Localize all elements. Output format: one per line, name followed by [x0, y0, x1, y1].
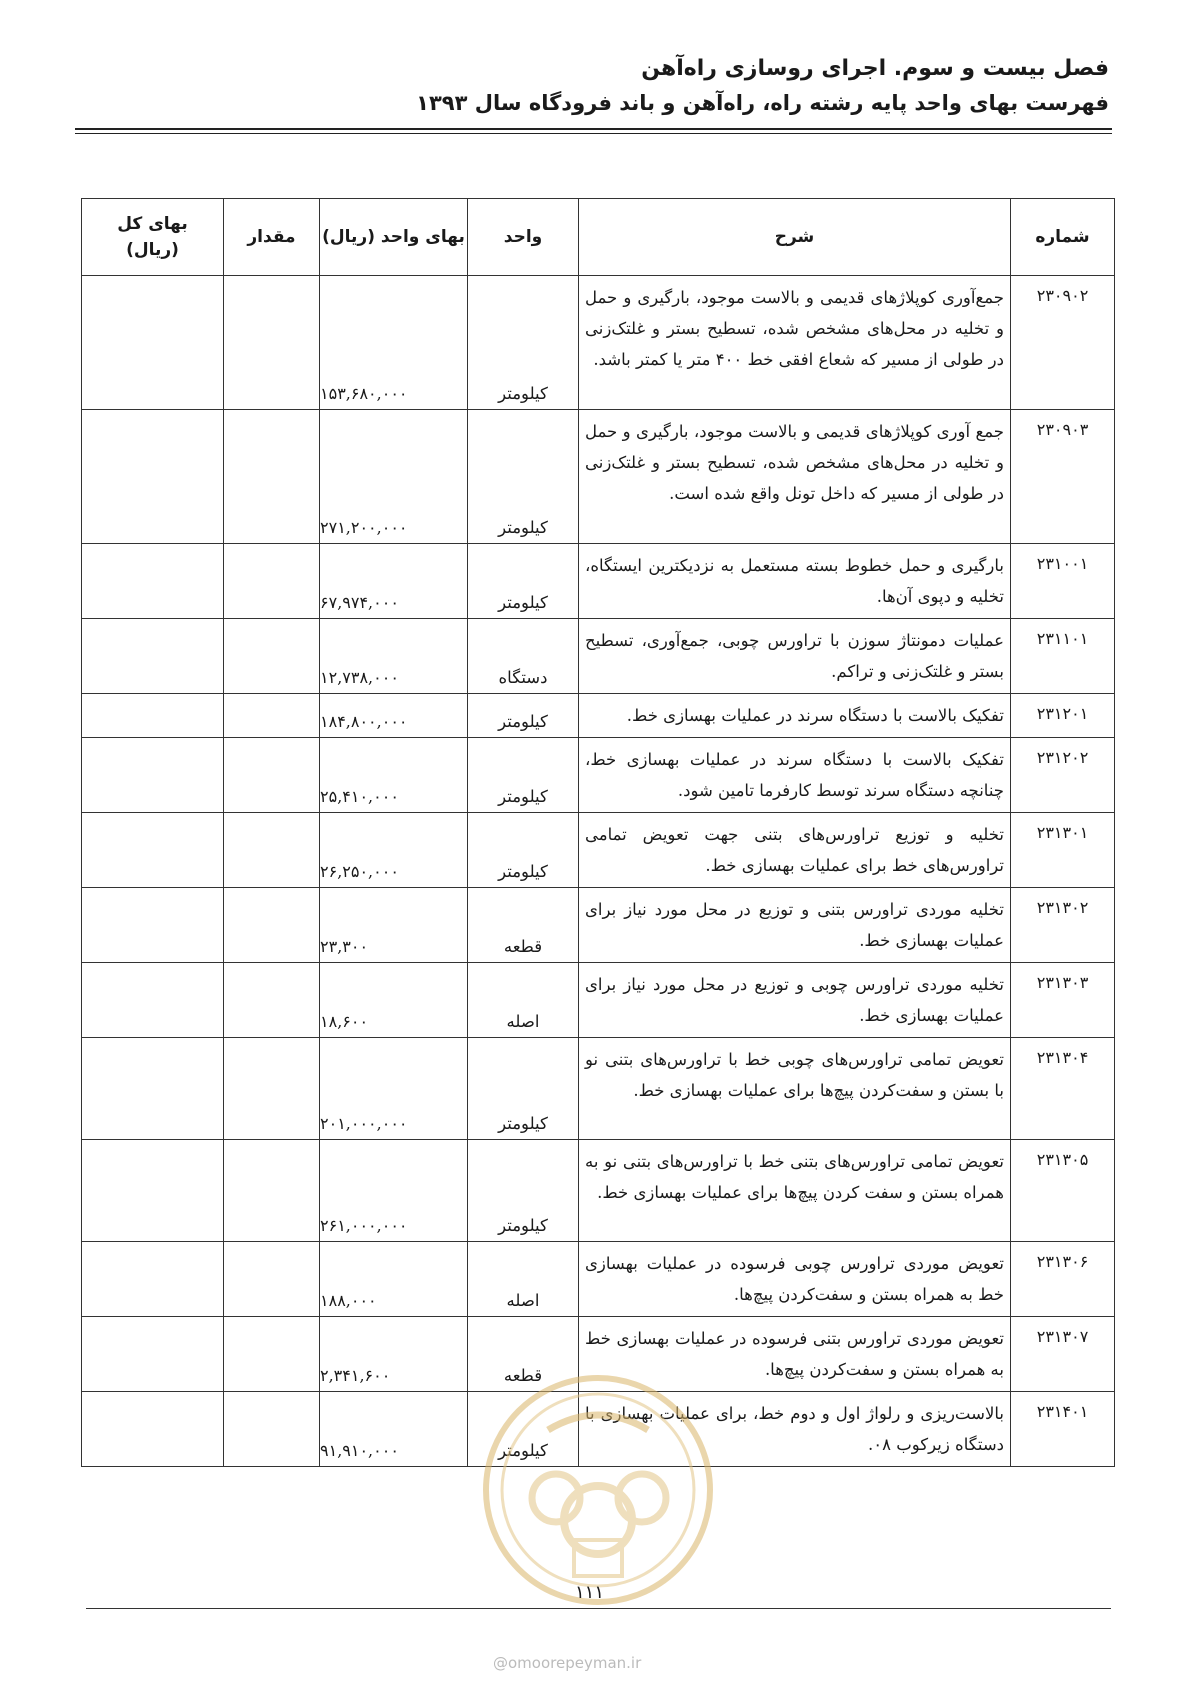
item-code-cell: ۲۳۱۳۰۶	[1011, 1242, 1115, 1317]
item-description-cell: جمع آوری کوپلاژهای قدیمی و بالاست موجود، بارگیری و حمل و تخلیه در محل‌های مشخص شده، تسطیح بستر و غلتک‌زنی در طولی از مسیر که داخل تونل واقع شده است.	[579, 410, 1011, 544]
item-code-cell: ۲۳۱۲۰۲	[1011, 738, 1115, 813]
item-quantity-cell	[224, 694, 320, 738]
item-unit-cell: اصله	[468, 1242, 579, 1317]
price-list-table	[81, 198, 1115, 1467]
item-unit-cell: کیلومتر	[468, 544, 579, 619]
item-unit-cell: کیلومتر	[468, 410, 579, 544]
item-total-price-cell	[82, 738, 224, 813]
item-total-price-cell	[82, 888, 224, 963]
item-quantity-cell	[224, 1140, 320, 1242]
item-unit-cell: کیلومتر	[468, 1392, 579, 1467]
item-total-price-cell	[82, 1392, 224, 1467]
item-quantity-cell	[224, 1392, 320, 1467]
table-row	[82, 410, 1115, 544]
item-unit-price-cell: ۱۵۳,۶۸۰,۰۰۰	[320, 276, 468, 410]
table-header-row	[82, 199, 1115, 276]
table-row	[82, 1392, 1115, 1467]
item-unit-cell: کیلومتر	[468, 694, 579, 738]
table-row	[82, 1242, 1115, 1317]
item-unit-cell: قطعه	[468, 1317, 579, 1392]
item-description-cell: تعویض موردی تراورس چوبی فرسوده در عملیات بهسازی خط به همراه بستن و سفت‌کردن پیچ‌ها.	[579, 1242, 1011, 1317]
item-total-price-cell	[82, 1038, 224, 1140]
header-rule-thin	[75, 133, 1112, 134]
item-quantity-cell	[224, 619, 320, 694]
item-total-price-cell	[82, 963, 224, 1038]
item-quantity-cell	[224, 888, 320, 963]
document-subtitle: فهرست بهای واحد پایه رشته راه، راه‌آهن و باند فرودگاه سال ۱۳۹۳	[416, 91, 1109, 115]
item-unit-cell: کیلومتر	[468, 1038, 579, 1140]
item-code-cell: ۲۳۱۱۰۱	[1011, 619, 1115, 694]
item-unit-price-cell: ۲,۳۴۱,۶۰۰	[320, 1317, 468, 1392]
item-code-cell: ۲۳۱۳۰۷	[1011, 1317, 1115, 1392]
item-unit-price-cell: ۹۱,۹۱۰,۰۰۰	[320, 1392, 468, 1467]
table-row	[82, 619, 1115, 694]
item-quantity-cell	[224, 544, 320, 619]
item-unit-price-cell: ۱۸,۶۰۰	[320, 963, 468, 1038]
item-unit-cell: کیلومتر	[468, 813, 579, 888]
item-total-price-cell	[82, 813, 224, 888]
item-code-cell: ۲۳۰۹۰۳	[1011, 410, 1115, 544]
table-row	[82, 813, 1115, 888]
item-code-cell: ۲۳۱۳۰۱	[1011, 813, 1115, 888]
col-header-unit: واحد	[468, 199, 579, 276]
item-unit-cell: قطعه	[468, 888, 579, 963]
item-total-price-cell	[82, 410, 224, 544]
item-code-cell: ۲۳۱۳۰۲	[1011, 888, 1115, 963]
item-unit-price-cell: ۱۸۸,۰۰۰	[320, 1242, 468, 1317]
item-total-price-cell	[82, 544, 224, 619]
item-quantity-cell	[224, 1317, 320, 1392]
col-header-description: شرح	[579, 199, 1011, 276]
col-header-unit-price: بهای واحد (ریال)	[320, 199, 468, 276]
item-description-cell: بارگیری و حمل خطوط بسته مستعمل به نزدیکترین ایستگاه، تخلیه و دپوی آن‌ها.	[579, 544, 1011, 619]
item-unit-price-cell: ۲۷۱,۲۰۰,۰۰۰	[320, 410, 468, 544]
item-quantity-cell	[224, 1242, 320, 1317]
watermark-url: @omoorepeyman.ir	[493, 1654, 642, 1672]
item-total-price-cell	[82, 1317, 224, 1392]
item-total-price-cell	[82, 1242, 224, 1317]
item-description-cell: بالاست‌ریزی و رلواژ اول و دوم خط، برای عملیات بهسازی با دستگاه زیرکوب ۰۸.	[579, 1392, 1011, 1467]
col-header-code: شماره	[1011, 199, 1115, 276]
item-unit-price-cell: ۲۶,۲۵۰,۰۰۰	[320, 813, 468, 888]
item-description-cell: عملیات دمونتاژ سوزن با تراورس چوبی، جمع‌آوری، تسطیح بستر و غلتک‌زنی و تراکم.	[579, 619, 1011, 694]
item-description-cell: تخلیه موردی تراورس بتنی و توزیع در محل مورد نیاز برای عملیات بهسازی خط.	[579, 888, 1011, 963]
item-code-cell: ۲۳۱۳۰۴	[1011, 1038, 1115, 1140]
item-unit-cell: کیلومتر	[468, 1140, 579, 1242]
item-description-cell: تعویض تمامی تراورس‌های بتنی خط با تراورس‌های بتنی نو به همراه بستن و سفت کردن پیچ‌ها برای عملیات بهسازی خط.	[579, 1140, 1011, 1242]
item-description-cell: تخلیه موردی تراورس چوبی و توزیع در محل مورد نیاز برای عملیات بهسازی خط.	[579, 963, 1011, 1038]
item-total-price-cell	[82, 694, 224, 738]
table-row	[82, 738, 1115, 813]
item-description-cell: تعویض تمامی تراورس‌های چوبی خط با تراورس‌های بتنی نو با بستن و سفت‌کردن پیچ‌ها برای عملیات بهسازی خط.	[579, 1038, 1011, 1140]
item-total-price-cell	[82, 276, 224, 410]
footer-rule	[86, 1608, 1111, 1609]
item-unit-price-cell: ۱۲,۷۳۸,۰۰۰	[320, 619, 468, 694]
item-quantity-cell	[224, 410, 320, 544]
page-number: ۱۱۱	[575, 1582, 605, 1603]
item-code-cell: ۲۳۱۳۰۵	[1011, 1140, 1115, 1242]
item-unit-price-cell: ۲۳,۳۰۰	[320, 888, 468, 963]
item-code-cell: ۲۳۱۲۰۱	[1011, 694, 1115, 738]
item-unit-cell: دستگاه	[468, 619, 579, 694]
table-row	[82, 544, 1115, 619]
chapter-title: فصل بیست و سوم. اجرای روسازی راه‌آهن	[641, 56, 1109, 81]
item-quantity-cell	[224, 1038, 320, 1140]
col-header-total-price-line1: بهای کل	[117, 214, 188, 234]
col-header-total-price-line2: (ریال)	[126, 240, 179, 260]
item-code-cell: ۲۳۱۳۰۳	[1011, 963, 1115, 1038]
item-description-cell: تفکیک بالاست با دستگاه سرند در عملیات بهسازی خط.	[579, 694, 1011, 738]
item-description-cell: تفکیک بالاست با دستگاه سرند در عملیات بهسازی خط، چنانچه دستگاه سرند توسط کارفرما تامین شود.	[579, 738, 1011, 813]
col-header-total-price	[82, 199, 224, 276]
table-row	[82, 1317, 1115, 1392]
item-unit-price-cell: ۲۰۱,۰۰۰,۰۰۰	[320, 1038, 468, 1140]
item-total-price-cell	[82, 1140, 224, 1242]
item-code-cell: ۲۳۰۹۰۲	[1011, 276, 1115, 410]
item-total-price-cell	[82, 619, 224, 694]
table-row	[82, 1140, 1115, 1242]
item-unit-cell: کیلومتر	[468, 738, 579, 813]
item-unit-cell: کیلومتر	[468, 276, 579, 410]
table-row	[82, 694, 1115, 738]
page-header	[79, 52, 1109, 120]
item-code-cell: ۲۳۱۰۰۱	[1011, 544, 1115, 619]
item-unit-price-cell: ۲۵,۴۱۰,۰۰۰	[320, 738, 468, 813]
item-unit-cell: اصله	[468, 963, 579, 1038]
item-quantity-cell	[224, 963, 320, 1038]
item-quantity-cell	[224, 276, 320, 410]
item-unit-price-cell: ۶۷,۹۷۴,۰۰۰	[320, 544, 468, 619]
table-row	[82, 963, 1115, 1038]
header-rule-thick	[75, 128, 1112, 130]
item-quantity-cell	[224, 813, 320, 888]
item-description-cell: جمع‌آوری کوپلاژهای قدیمی و بالاست موجود، بارگیری و حمل و تخلیه در محل‌های مشخص شده، تسطیح بستر و غلتک‌زنی در طولی از مسیر که شعاع افقی خط ۴۰۰ متر یا کمتر باشد.	[579, 276, 1011, 410]
col-header-quantity: مقدار	[224, 199, 320, 276]
item-quantity-cell	[224, 738, 320, 813]
table-row	[82, 888, 1115, 963]
item-description-cell: تعویض موردی تراورس بتنی فرسوده در عملیات بهسازی خط به همراه بستن و سفت‌کردن پیچ‌ها.	[579, 1317, 1011, 1392]
item-description-cell: تخلیه و توزیع تراورس‌های بتنی جهت تعویض تمامی تراورس‌های خط برای عملیات بهسازی خط.	[579, 813, 1011, 888]
table-row	[82, 1038, 1115, 1140]
item-unit-price-cell: ۲۶۱,۰۰۰,۰۰۰	[320, 1140, 468, 1242]
table-row	[82, 276, 1115, 410]
item-code-cell: ۲۳۱۴۰۱	[1011, 1392, 1115, 1467]
item-unit-price-cell: ۱۸۴,۸۰۰,۰۰۰	[320, 694, 468, 738]
